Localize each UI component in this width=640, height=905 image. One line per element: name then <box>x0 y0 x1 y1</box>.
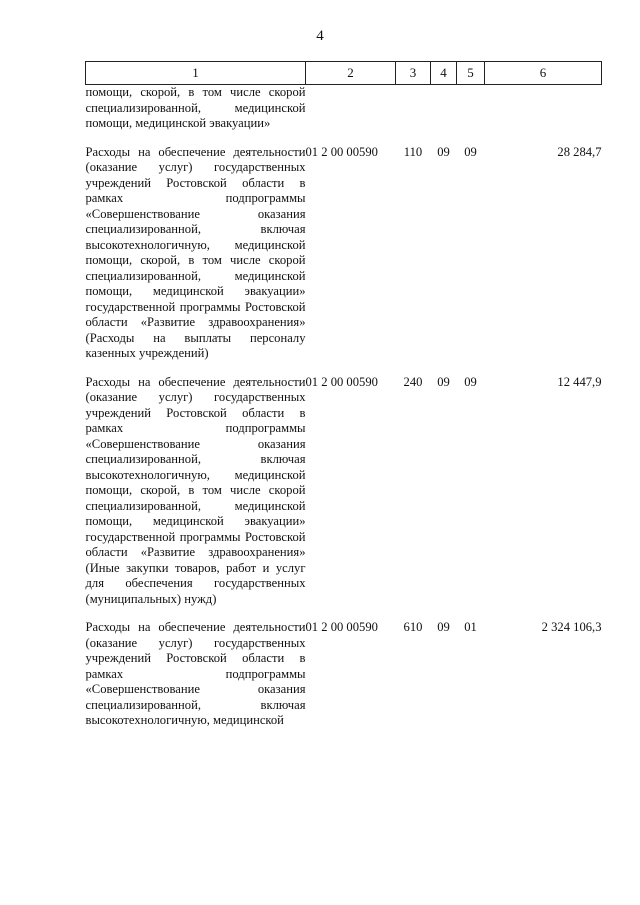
table-row <box>86 85 602 132</box>
row-subsection <box>457 85 485 132</box>
row-target-code: 01 2 00 00590 <box>305 374 378 389</box>
row-description: Расходы на обеспечение деятельности (оказание услуг) государственных учреждений Ростовской области в рамках подпрограммы «Совершенствование оказания специализированной, включая высокотехнологичную, медицинской помощи, скорой, в том числе скорой специализированной, медицинской помощи, медицинской эвакуации» государственной программы Ростовской области «Развитие здравоохранения» (Расходы на выплаты персоналу казенных учреждений) <box>85 144 306 360</box>
row-subsection: 09 <box>464 144 477 159</box>
column-header-1: 1 <box>86 62 306 85</box>
page-number: 4 <box>316 28 324 44</box>
row-description: Расходы на обеспечение деятельности (оказание услуг) государственных учреждений Ростовской области в рамках подпрограммы «Совершенствование оказания специализированной, включая высокотехнологичную, медицинской <box>85 620 306 727</box>
row-amount <box>485 85 602 132</box>
row-section: 09 <box>437 144 450 159</box>
row-description: Расходы на обеспечение деятельности (оказание услуг) государственных учреждений Ростовской области в рамках подпрограммы «Совершенствование оказания специализированной, включая высокотехнологичную, медицинской помощи, скорой, в том числе скорой специализированной, медицинской помощи, медицинской эвакуации» государственной программы Ростовской области «Развитие здравоохранения» (Иные закупки товаров, работ и услуг для обеспечения государственных (муниципальных) нужд) <box>85 374 306 606</box>
table-row <box>86 375 602 608</box>
column-number-header <box>86 62 602 85</box>
column-header-2: 2 <box>306 62 396 85</box>
column-header-6: 6 <box>485 62 602 85</box>
row-expense-type: 240 <box>403 374 423 389</box>
row-amount: 28 284,7 <box>557 144 602 159</box>
table-row <box>86 620 602 729</box>
column-header-4: 4 <box>431 62 457 85</box>
table-row <box>86 145 602 362</box>
row-target-code <box>306 85 396 132</box>
budget-table <box>85 61 602 729</box>
row-description: помощи, скорой, в том числе скорой специализированной, медицинской помощи, медицинской эвакуации» <box>85 85 306 130</box>
row-expense-type: 110 <box>403 144 423 159</box>
row-expense-type: 610 <box>403 620 423 634</box>
row-amount: 2 324 106,3 <box>541 620 602 634</box>
row-target-code: 01 2 00 00590 <box>305 620 378 634</box>
row-subsection: 09 <box>464 374 477 389</box>
row-section: 09 <box>437 620 450 634</box>
row-expense-type <box>396 85 431 132</box>
row-section <box>431 85 457 132</box>
row-target-code: 01 2 00 00590 <box>305 144 378 159</box>
column-header-3: 3 <box>396 62 431 85</box>
row-subsection: 01 <box>464 620 477 634</box>
column-header-5: 5 <box>457 62 485 85</box>
row-amount: 12 447,9 <box>557 374 602 389</box>
row-section: 09 <box>437 374 450 389</box>
